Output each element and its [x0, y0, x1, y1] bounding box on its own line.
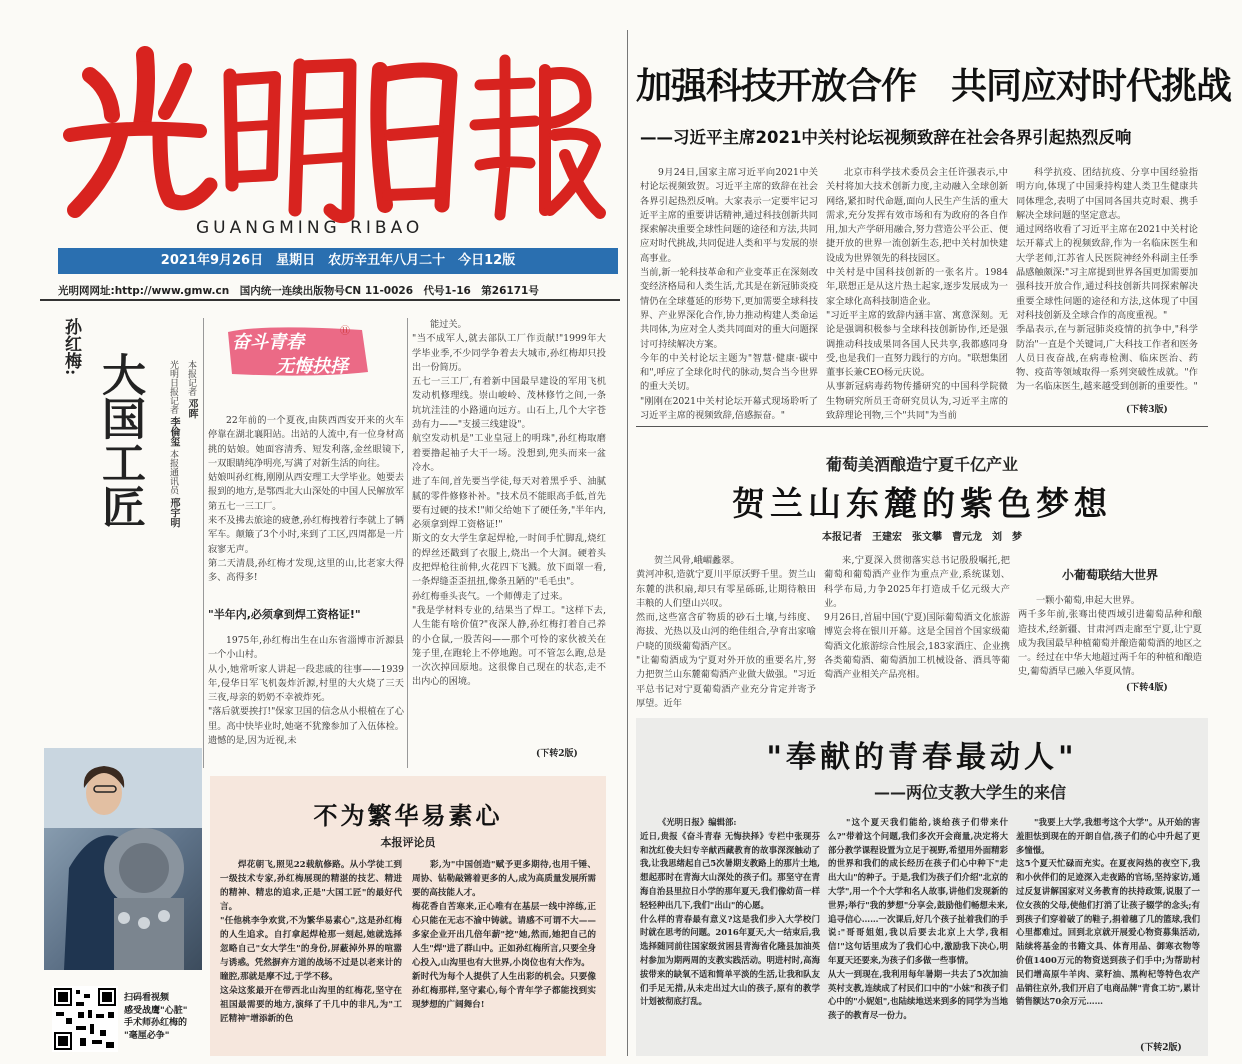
- commentary-headline: 不为繁华易素心: [313, 801, 503, 830]
- masthead-calligraphy-logo: [50, 35, 610, 225]
- commentary-byline: 本报评论员: [380, 836, 436, 849]
- feature-column-1: 22年前的一个夏夜,由陕西西安开来的火车停靠在湖北襄阳站。出站的人流中,有一位身材高挑的姑娘。她面容清秀、短发利落,金丝眼镜下,一双眼睛纯净明亮,写满了对新生活的向往。 姑娘叫孙红梅,刚刚从西安理工大学毕业。她要去报到的地方,是鄂西北大山深处的中国人民解放军第五七一三工厂。 来不及拂去旅途的疲惫,孙红梅拽着行李就上了辆军车。颠簸了3个小时,来到了工区,四周都是一片寂寥无声。 第二天清晨,孙红梅才发现,这里的山,比老家大得多、高得多!: [208, 415, 404, 584]
- commentary-column-2: 彩,为"中国创造"赋予更多期待,也用千锤、周协、钻勒敲锵着更多的人,成为高质量发展所需要的高技能人才。 梅花香自苦寒来,正心唯有在基层一线中淬练,正心只能在无志不渝中铸就。请感不可谓不大——多家企业开出几倍年薪"挖"她,然而,她把自己的人生"焊"进了群山中。正如孙红梅所言,只要全身心投入,山沟里也有大世界,小岗位也有大作为。 新时代为每个人提供了人生出彩的机会。只要像孙红梅那样,坚守素心,每个青年学子都能找到实现梦想的广阔舞台!: [412, 860, 596, 1010]
- qr-code-icon: [52, 986, 118, 1052]
- worker-photo-illustration: [44, 748, 202, 970]
- feature-name: 孙红梅: [61, 318, 81, 369]
- lead-column-1: 9月24日,国家主席习近平向2021中关村论坛视频致贺。习近平主席的致辞在社会各界引起热烈反响。大家表示一定要牢记习近平主席的重要讲话精神,通过科技创新共同探索解决重要全球性问题的途径和方法,共同应对时代挑战,共同促进人类和平与发展的崇高事业。 当前,新一轮科技革命和产业变革正在深刻改变经济格局和人类生活,尤其是在新冠肺炎疫情仍在全球蔓延的形势下,更加需要全球科技界、产业界深化合作,协力推动构建人类命运共同体,为应对全人类共同面对的重大问题探讨可持续解决方案。 今年的中关村论坛主题为"智慧·健康·碳中和",呼应了全球化时代的脉动,契合当今世界的重大关切。 "刚刚在2021中关村论坛开幕式现场聆听了习近平主席的视频致辞,倍感振奋。": [640, 167, 818, 422]
- column-tag-line2: 无悔抉择: [276, 356, 348, 377]
- feature-photo: [44, 748, 202, 970]
- feature-continued: (下转2版): [536, 749, 578, 759]
- wine-column-2: 来,宁夏深入贯彻落实总书记殷殷嘱托,把葡萄和葡萄酒产业作为重点产业,系统谋划、科学布局,力争2025年打造成千亿元级大产业。 9月26日,首届中国(宁夏)国际葡萄酒文化旅游博览会将在银川开幕。这是全国首个国家级葡萄酒文化旅游综合性展会,183家酒庄、企业携各类葡萄酒、葡萄酒加工机械设备、酒具等葡萄酒产业相关产品亮相。: [824, 555, 1010, 681]
- masthead: [40, 30, 620, 330]
- publication-info: 光明网网址:http://www.gmw.cn 国内统一连续出版物号CN 11-0026 代号1-16 第26171号: [58, 285, 539, 297]
- lead-headline: 加强科技开放合作 共同应对时代挑战: [636, 66, 1232, 107]
- column-tag-badge: [222, 322, 372, 380]
- letters-column-2: "这个夏天我们能给,谈给孩子们带来什么?"带着这个问题,我们多次开会商量,决定将大部分教学课程设置为立足于视野,希望用外面精彩的世界和我们的成长经历在孩子们心中种下"走出大山"的种子。于是,我们为孩子们介绍"北京的大学",用一个个大学和名人故事,讲他们发现新的世界;举行"我的梦想"分享会,鼓励他们畅想未来,追寻信心……一次课后,好几个孩子扯着我们的手说:"哥哥姐姐,我以后要去北京上大学,我相信!"这句话里成为了我们心中,激励我下决心,明年夏天还要来,为孩子们多做一些事情。 从大一到现在,我利用每年暑期一共去了5次加油英村支教,连续成了村民们口中的"小妹"和孩子们心中的"小妮姐",也陆续地送来到多的同学为当地孩子的教育尽一份力。: [828, 817, 1008, 1021]
- wine-side-title: 小葡萄联结大世界: [1061, 568, 1158, 582]
- lead-column-3: 科学抗疫、团结抗疫、分享中国经验指明方向,体现了中国秉持构建人类卫生健康共同体理念,表明了中国同各国共克时艰、携手解决全球问题的坚定意志。 通过网络收看了习近平主席在2021中关村论坛开幕式上的视频致辞,作为一名临床医生和大学老师,江苏省人民医院神经外科副主任季晶感触颇深:"习主席提到世界各国更加需要加强科技开放合作,通过科技创新共同探索解决重要全球性问题的途径和方法,这体现了中国对科技创新及全球合作的高度重视。" 季晶表示,在与新冠肺炎疫情的抗争中,"科学防治"一直是个关键词,广大科技工作者和医务人员日夜奋战,在病毒检测、临床医治、药物、疫苗等领域取得一系列突破性成就。"作为一名临床医生,越来越受到创新的重要性。": [1016, 167, 1198, 393]
- feature-subhead: "半年内,必须拿到焊工资格证!": [208, 608, 361, 621]
- feature-bylines: 本报记者 邓晖 光明日报记者 李倫玺 本报通讯员 邢宇明: [168, 360, 197, 528]
- wine-column-3: 一颗小葡萄,串起大世界。 两千多年前,张骞出使西域引进葡萄品种和酿造技术,经新疆、甘肃河西走廊至宁夏,让宁夏成为我国最早种植葡萄并酿造葡萄酒的地区之一。经过在中华大地超过两千年的种植和酿造史,葡萄酒早已融入华夏风情。: [1018, 595, 1202, 678]
- qr-code[interactable]: [52, 986, 118, 1052]
- column-tag-number: ⑪: [340, 326, 350, 337]
- lead-column-2: 北京市科学技术委员会主任许强表示,中关村将加大技术创新力度,主动融入全球创新网络,紧扣时代命题,面向人民生产生活的重大需求,充分发挥有效市场和有为政府的各自作用,加大产学研用融合,努力营造公平公正、便捷开放的世界一流创新生态,把中关村加快建设成为世界领先的科技园区。 中关村是中国科技创新的一张名片。1984年,联想正是从这片热土起家,逐步发展成为一家全球化高科技制造企业。 "习近平主席的致辞内涵丰富、寓意深刻。无论是强调积极参与全球科技创新协作,还是强调推动科技成果同各国人民共享,我都感同身受,也是我们一直努力践行的方向。"联想集团董事长兼CEO杨元庆说。 从事新冠病毒药物传播研究的中国科学院微生物研究所员王奇研究员认为,习近平主席的致辞理论刊物,三个"共同"为当前: [826, 167, 1008, 422]
- masthead-pinyin: GUANGMING RIBAO: [196, 218, 424, 238]
- letters-headline: "奉献的青春最动人": [766, 740, 1078, 775]
- commentary-column-1: 焊花朝飞,照见22载航修路。从小学徒工到一级技术专家,孙红梅展现的精湛的技艺、精进的精神、精忠的追求,正是"大国工匠"的最好代言。 "任他桃李争欢赏,不为繁华易素心",这是孙红梅的人生追求。自打拿起焊枪那一刻起,她就选择忽略自己"女大学生"的身份,屏蔽掉外界的喧嚣与诱惑。凭然摒弃方道的战场不过是以老来计的瞳腔,那就是摩不过,于学不移。 这朵这浆最开在带西北山沟里的红梅花,坚守在祖国最需要的地方,演绎了千几中的非凡,为"工匠精神"增添新的色: [220, 860, 402, 1024]
- qr-caption: 扫码看视频 感受战鹰"心脏" 手术师孙红梅的 "毫厘必争": [124, 993, 188, 1041]
- feature-column-2: 能过关。 "当不成军人,就去部队工厂作贡献!"1999年大学毕业季,不少同学争着去大城市,孙红梅却只投出一份简历。 五七一三工厂,有着新中国最早建设的军用飞机发动机修理线。崇山峻岭、茂林修竹之间,一条坑坑洼洼的小路通向远方。山石上,几个大字苍劲有力——"支援三线建设"。 航空发动机是"工业皇冠上的明珠",孙红梅取磨着要撸起袖子大干一场。没想到,兜头而来一盆冷水。 进了车间,首先要当学徒,每天对着黑乎乎、油腻腻的零件修修补补。"技术员不能眼高手低,首先要有过硬的技术!"师父给她下了硬任务,"半年内,必须拿到焊工资格证!" 斯文的女大学生拿起焊枪,一时间手忙脚乱,烧红的焊丝还戳到了衣服上,烧出一个大洞。硬着头皮把焊枪往前伸,火花四下飞溅。放下面罩一看,一条焊缝歪歪扭扭,像条丑陋的"毛毛虫"。 孙红梅垂头丧气。一个师傅走了过来。 "我是学材料专业的,结果当了焊工。"这样下去,人生能有啥价值?"夜深人静,孙红梅打着自己养的小仓鼠,一股苦闷——那个可怜的家伙被关在笼子里,在跑轮上不停地跑。可不管怎么跑,总是一次次掉回原地。这很像自己现在的状态,走不出内心的困境。: [412, 319, 606, 688]
- letters-column-3: "我要上大学,我想考这个大学"。从开始的害羞胆怯到现在的开朗自信,孩子们的心中升起了更多憧憬。 这5个夏天忙碌而充实。在夏夜闷热的夜空下,我和小伙伴们的足迹深入走夜路的官场,坚持家访,通过反复讲解国家对义务教育的扶持政策,说服了一位女孩的父母,使他们打消了让孩子辍学的念头;有到孩子们穿着破了的鞋子,捐着穗了几的篮球,我们心里都难过。回到北京就开展爱心物资募集活动,陆续将基金的书籍文具、体育用品、御寒衣物等价值1400万元的物资送到孩子们手中;为帮助村民们增高原牛羊肉、菜籽油、黑枸杞等特色农产品销往京外,我们开启了电商品牌"青食工坊",累计销售额达70余万元……: [1016, 817, 1200, 1007]
- letters-column-1: 《光明日报》编辑部: 近日,贵报《奋斗青春 无悔抉择》专栏中张现芬和沈红俊夫妇专辛献西藏教育的故事深深触动了我,让我思绪起自己5次暑期支教路上的那片土地,想起那时在青海大山深处的孩子们。那坚守在青海自治县里拉日小学的那年夏天,我们像幼苗一样轻轻种出几下,我们"出山"的心愿。 什么样的青春最有意义?这是我们步入大学校门时就在思考的问题。2016年夏天,大一结束后,我选择随同前往国家级贫困县青海省化隆县加油英村参加为期两周的支教实践活动。明进村时,高海拔带来的缺氧不适和简单平淡的生活,让我和队友们手足无措,从未走出过大山的孩子,原有的教学计划被彻底打乱。: [640, 817, 820, 1007]
- lead-continued: (下转3版): [1126, 405, 1168, 415]
- feature-headline-vertical: 大国工匠: [94, 352, 145, 528]
- letters-continued: (下转2版): [1140, 1043, 1182, 1053]
- wine-headline: 贺兰山东麓的紫色梦想: [732, 484, 1112, 523]
- wine-byline: 本报记者 王建宏 张文攀 曹元龙 刘 梦: [822, 532, 1022, 543]
- wine-continued: (下转4版): [1126, 683, 1168, 693]
- wine-column-1: 贺兰风骨,峨嵋蠡翠。 黄河冲积,造就宁夏川平原沃野千里。贺兰山东麓的洪积扇,却只有零星砾砾,让期待粮田丰粮的人们望山兴叹。 然而,这些富含矿物质的砂石土壤,与纬度、海拔、光热以及山河的绝佳组合,孕育出家喻户晓的顶级葡萄酒产区。 "让葡萄酒成为宁夏对外开放的重要名片,努力把贺兰山东麓葡萄酒产业做大做强。"习近平总书记对宁夏葡萄酒产业充分肯定并寄予厚望。近年: [636, 555, 816, 709]
- wine-kicker: 葡萄美酒酿造宁夏千亿产业: [825, 455, 1018, 474]
- lead-subheadline: ——习近平主席2021中关村论坛视频致辞在社会各界引起热烈反响: [640, 128, 1132, 147]
- feature-column-1b: 1975年,孙红梅出生在山东省淄博市沂源县一个小山村。 从小,她常听家人讲起一段悲戚的往事——1939年,侵华日军飞机轰炸沂源,村里的大火烧了三天三夜,母亲的奶奶不幸被炸死。 "落后就要挨打!"保家卫国的信念从小根植在了心里。高中快毕业时,她毫不犹豫参加了入伍体检。遗憾的是,因为近视,未: [208, 635, 404, 747]
- letters-subheadline: ——两位支教大学生的来信: [873, 783, 1066, 802]
- date-bar: 2021年9月26日 星期日 农历辛丑年八月二十 今日12版: [58, 248, 618, 274]
- feature-name-vertical: 孙红梅:: [61, 318, 81, 376]
- column-tag-line1: 奋斗青春: [232, 332, 304, 353]
